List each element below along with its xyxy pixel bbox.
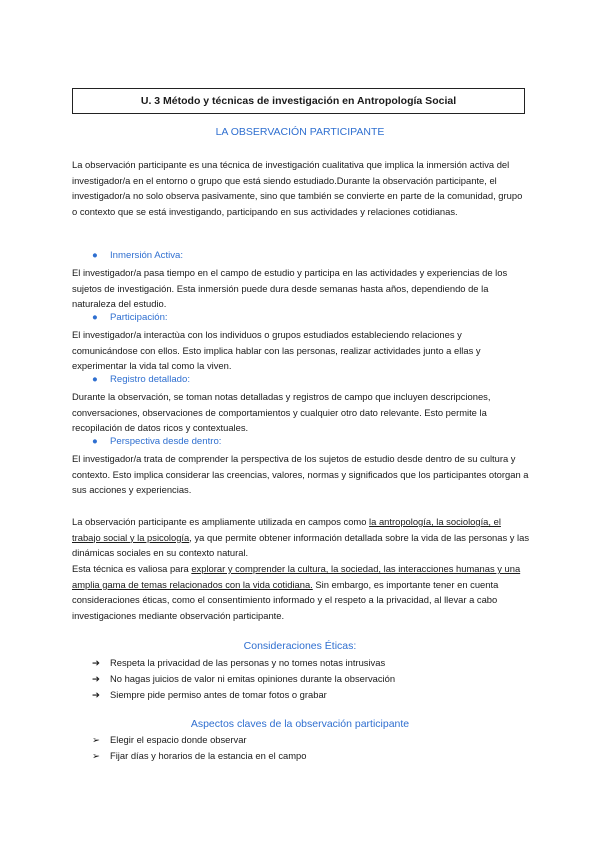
ethics-item-text: Respeta la privacidad de las personas y no tomes notas intrusivas: [110, 657, 386, 668]
ethics-item: [92, 657, 385, 669]
usage-p1-underlined: la antropología, la sociología, el trabajo social y la psicología: [72, 516, 501, 543]
usage-paragraph-1: [72, 514, 530, 561]
bullet-dot-icon: ●: [92, 374, 98, 385]
feature-heading-inmersion: [92, 250, 183, 261]
feature-text-registro: Durante la observación, se toman notas detalladas y registros de campo que incluyen descripciones, conversaciones, observaciones de comportamientos y cualquier otro dato relevante. Esto permite la recopilación de datos ricos y contextuales.: [72, 391, 491, 434]
usage-p2-text-end: Sin embargo, es importante tener en cuenta consideraciones éticas, como el consentimiento informado y el respeto a la privacidad, al llevar a cabo investigaciones mediante observación participante.: [72, 578, 499, 621]
section-title: LA OBSERVACIÓN PARTICIPANTE: [215, 126, 385, 138]
feature-heading-perspectiva: [92, 436, 221, 447]
aspects-title: Aspectos claves de la observación participante: [190, 718, 410, 730]
usage-p1-text-end: , ya que permite obtener información detallada sobre la vida de las personas y las dinámicas sociales en su contexto natural.: [72, 531, 530, 559]
feature-text-participacion: El investigador/a interactùa con los individuos o grupos estudiados estableciendo relaciones y comunicándose con ellos. Esto implica hablar con las personas, realizar actividades junto a ellas y experimentar la vida tal como la viven.: [72, 329, 481, 372]
aspects-item-text: Fijar días y horarios de la estancia en el campo: [110, 750, 307, 761]
feature-heading-label: Perspectiva desde dentro:: [110, 436, 222, 447]
ethics-item-text: Siempre pide permiso antes de tomar fotos o grabar: [110, 689, 327, 700]
arrow-right-icon: ➔: [92, 657, 100, 668]
unit-title-box: [72, 88, 525, 114]
ethics-item-text: No hagas juicios de valor ni emitas opiniones durante la observación: [110, 673, 396, 684]
arrowhead-icon: ➢: [92, 750, 100, 761]
feature-heading-label: Participación:: [110, 312, 168, 323]
feature-text-perspectiva: El investigador/a trata de comprender la perspectiva de los sujetos de estudio desde dentro de su cultura y contexto. Esto implica considerar las creencias, valores, normas y significados que los participantes otorgan a sus acciones y experiencias.: [72, 453, 529, 496]
feature-heading-label: Inmersión Activa:: [110, 250, 184, 261]
bullet-dot-icon: ●: [92, 250, 98, 261]
bullet-dot-icon: ●: [92, 436, 98, 447]
arrowhead-icon: ➢: [92, 734, 100, 745]
ethics-item: [92, 673, 395, 685]
ethics-item: [92, 689, 327, 701]
usage-p1-text: La observación participante es ampliamente utilizada en campos como: [72, 516, 370, 527]
ethics-title: Consideraciones Éticas:: [243, 640, 357, 652]
intro-paragraph: La observación participante es una técnica de investigación cualitativa que implica la inmersión activa del investigador/a en el entorno o grupo que está siendo estudiado.Durante la observación participante, el investigador/a no solo observa pasivamente, sino que también se convierte en parte de la comunidad, grupo o contexto que se está investigando, participando en sus actividades y relaciones cotidianas.: [72, 159, 523, 217]
arrow-right-icon: ➔: [92, 689, 100, 700]
aspects-item-text: Elegir el espacio donde observar: [110, 734, 247, 745]
feature-heading-label: Registro detallado:: [110, 374, 190, 385]
feature-heading-registro: [92, 374, 190, 385]
arrow-right-icon: ➔: [92, 673, 100, 684]
usage-paragraph-2: [72, 561, 530, 623]
bullet-dot-icon: ●: [92, 312, 98, 323]
usage-p2-underlined: explorar y comprender la cultura, la sociedad, las interacciones humanas y una amplia gama de temas relacionados con la vida cotidiana.: [72, 563, 521, 590]
aspects-item: [92, 734, 247, 746]
usage-p2-text: Esta técnica es valiosa para: [72, 563, 192, 574]
aspects-item: [92, 750, 306, 762]
feature-heading-participacion: [92, 312, 168, 323]
feature-text-inmersion: El investigador/a pasa tiempo en el campo de estudio y participa en las actividades y experiencias de los sujetos de investigación. Esta inmersión puede dura desde semanas hasta años, dependiendo de la naturaleza del estudio.: [72, 267, 508, 310]
unit-title: U. 3 Método y técnicas de investigación en Antropología Social: [140, 95, 457, 107]
